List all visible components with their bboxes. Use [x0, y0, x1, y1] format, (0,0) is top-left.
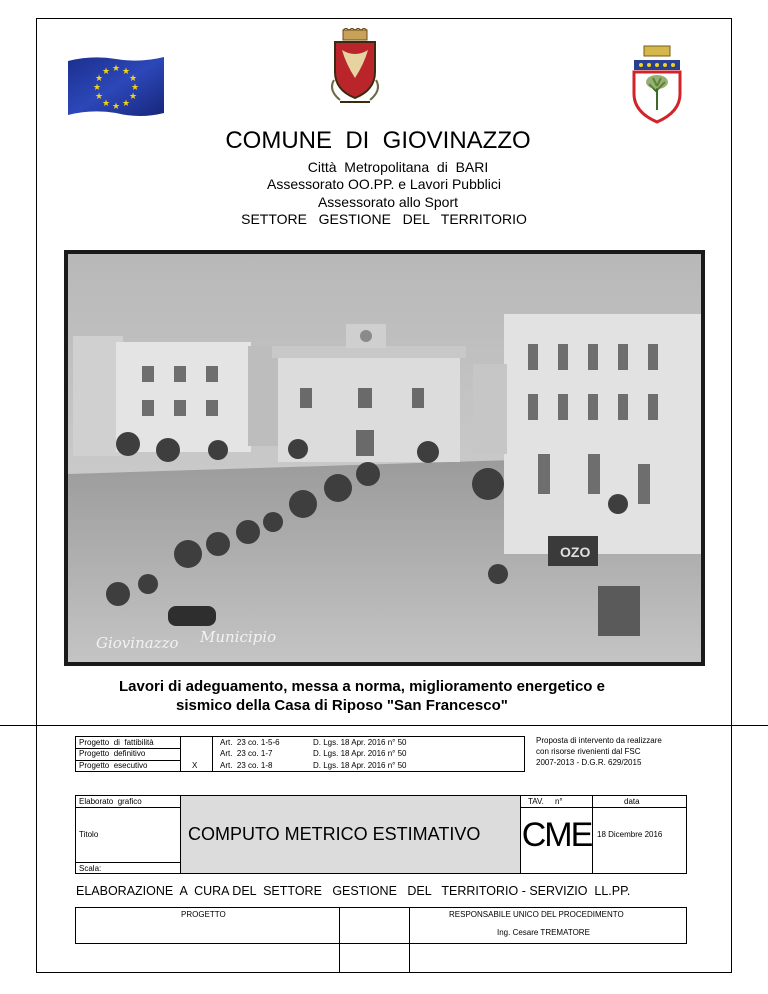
- svg-text:★: ★: [94, 92, 104, 102]
- proposal-line1: Proposta di intervento da realizzare: [536, 736, 662, 745]
- svg-text:★: ★: [92, 83, 102, 93]
- phase-article: Art. 23 co. 1-8: [220, 761, 273, 770]
- tav-number: CME: [521, 816, 592, 854]
- document-date: 18 Dicembre 2016: [597, 830, 663, 839]
- phase-article: Art. 23 co. 1-5-6: [220, 738, 280, 747]
- svg-text:★: ★: [101, 67, 111, 77]
- assessorato-sport: Assessorato allo Sport: [317, 194, 459, 210]
- title-block-row-divider: [75, 807, 180, 808]
- historic-town-square-photo: [64, 250, 705, 666]
- rup-label: RESPONSABILE UNICO DEL PROCEDIMENTO: [449, 910, 624, 919]
- tav-label: TAV. n°: [528, 797, 563, 806]
- footer-divider: [339, 907, 340, 973]
- phases-col-divider: [180, 736, 181, 772]
- assessorato-lavori-pubblici: Assessorato OO.PP. e Lavori Pubblici: [267, 176, 501, 192]
- elaborato-grafico-label: Elaborato grafico: [79, 797, 142, 806]
- title-block-divider: [180, 795, 181, 874]
- photo-caption-town: Giovinazzo: [96, 634, 179, 652]
- svg-text:★: ★: [94, 74, 104, 84]
- proposal-line3: 2007-2013 - D.G.R. 629/2015: [536, 758, 642, 767]
- phases-col-divider: [212, 736, 213, 772]
- svg-text:★: ★: [128, 92, 138, 102]
- settore-gestione-territorio: SETTORE GESTIONE DEL TERRITORIO: [241, 211, 527, 227]
- phase-law: D. Lgs. 18 Apr. 2016 n° 50: [313, 738, 407, 747]
- eu-flag-logo: [68, 55, 164, 117]
- photo-caption-place: Municipio: [200, 628, 277, 646]
- phase-name: Progetto di fattibilità: [79, 738, 154, 747]
- data-label: data: [624, 797, 640, 806]
- title-block-row-divider: [520, 807, 687, 808]
- titolo-label: Titolo: [79, 830, 99, 839]
- giovinazzo-coat-of-arms: [330, 28, 380, 108]
- document-title: COMPUTO METRICO ESTIMATIVO: [188, 824, 481, 844]
- svg-text:★: ★: [101, 99, 111, 109]
- svg-text:★: ★: [121, 99, 131, 109]
- phase-law: D. Lgs. 18 Apr. 2016 n° 50: [313, 761, 407, 770]
- photo-sign-text: OZO: [560, 544, 591, 560]
- phase-law: D. Lgs. 18 Apr. 2016 n° 50: [313, 749, 407, 758]
- project-title-line2: sismico della Casa di Riposo "San Francesco": [176, 697, 508, 714]
- progetto-label: PROGETTO: [181, 910, 226, 919]
- divider: [0, 725, 768, 726]
- elaborazione-line: ELABORAZIONE A CURA DEL SETTORE GESTIONE DEL TERRITORIO - SERVIZIO LL.PP.: [76, 884, 631, 898]
- svg-text:★: ★: [130, 83, 140, 93]
- citta-metropolitana: Città Metropolitana di BARI: [307, 159, 489, 175]
- phase-article: Art. 23 co. 1-7: [220, 749, 273, 758]
- footer-divider: [409, 907, 410, 973]
- svg-text:★: ★: [111, 102, 121, 112]
- phase-mark: X: [192, 761, 198, 770]
- proposal-line2: con risorse rivenienti dal FSC: [536, 747, 641, 756]
- title-block-row-divider: [75, 862, 180, 863]
- svg-text:★: ★: [111, 64, 121, 74]
- project-title-line1: Lavori di adeguamento, messa a norma, miglioramento energetico e: [119, 678, 605, 695]
- comune-title: COMUNE DI GIOVINAZZO: [225, 127, 531, 154]
- svg-text:★: ★: [128, 74, 138, 84]
- phase-name: Progetto definitivo: [79, 749, 146, 758]
- rup-name: Ing. Cesare TREMATORE: [497, 928, 590, 937]
- regione-puglia-coat-of-arms: [632, 42, 682, 124]
- svg-text:★: ★: [121, 67, 131, 77]
- phase-name: Progetto esecutivo: [79, 761, 148, 770]
- scala-label: Scala:: [79, 864, 102, 873]
